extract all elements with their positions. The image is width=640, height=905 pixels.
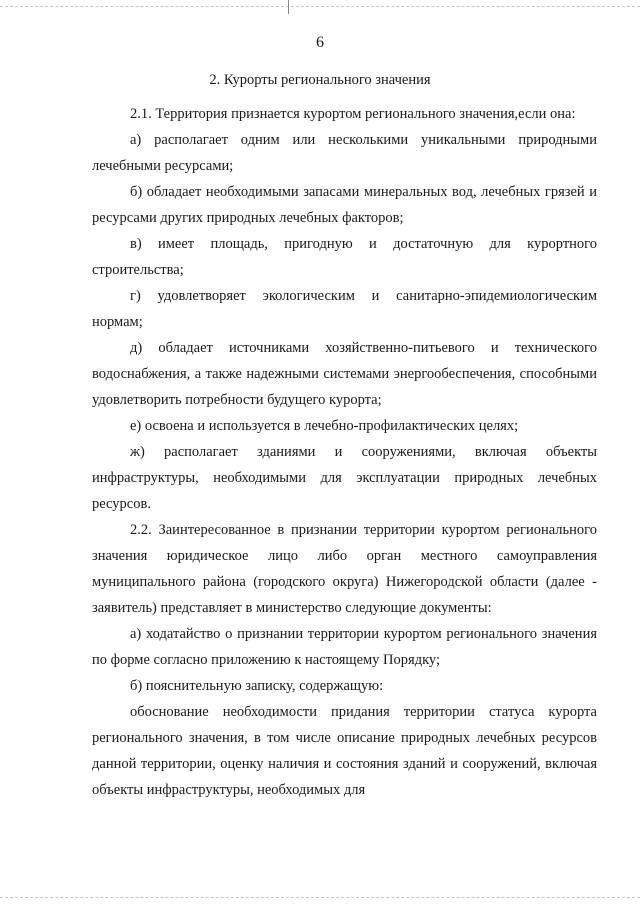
paragraph-item-a: а) располагает одним или несколькими уникальными природными лечебными ресурсами; (92, 132, 597, 174)
paragraph-item-g: г) удовлетворяет экологическим и санитарно-эпидемиологическим нормам; (92, 288, 597, 330)
paragraph-doc-b: б) пояснительную записку, содержащую: (130, 678, 384, 694)
paragraph-item-v: в) имеет площадь, пригодную и достаточную для курортного строительства; (92, 236, 597, 278)
section-heading: 2. Курорты регионального значения (209, 72, 431, 88)
paragraph-2-2: 2.2. Заинтересованное в признании территории курортом регионального значения юридическое лицо либо орган местного самоуправления муниципального района (городского округа) Нижегородской области (далее - заявитель) представляет в министерство следующие документы: (92, 522, 597, 616)
paragraph-doc-a: а) ходатайство о признании территории курортом регионального значения по форме согласно приложению к настоящему Порядку; (92, 626, 597, 668)
paragraph-2-1: 2.1. Территория признается курортом регионального значения,если она: (130, 106, 576, 122)
document-body (92, 101, 597, 803)
paragraph-item-zh: ж) располагает зданиями и сооружениями, включая объекты инфраструктуры, необходимыми для эксплуатации природных лечебных ресурсов. (92, 444, 597, 512)
paragraph-justification: обоснование необходимости придания территории статуса курорта регионального значения, в том числе описание природных лечебных ресурсов данной территории, оценку наличия и состояния зданий и сооружений, включая объекты инфраструктуры, необходимых для (92, 704, 597, 798)
scan-edge-top (0, 6, 640, 8)
scan-mark (288, 0, 289, 14)
paragraph-item-b: б) обладает необходимыми запасами минеральных вод, лечебных грязей и ресурсами других природных лечебных факторов; (92, 184, 597, 226)
paragraph-item-d: д) обладает источниками хозяйственно-питьевого и технического водоснабжения, а также надежными системами энергообеспечения, способными удовлетворить потребности будущего курорта; (92, 340, 597, 408)
scan-edge-bottom (0, 897, 640, 899)
page-number: 6 (316, 34, 324, 51)
paragraph-item-e: е) освоена и используется в лечебно-профилактических целях; (130, 418, 519, 434)
